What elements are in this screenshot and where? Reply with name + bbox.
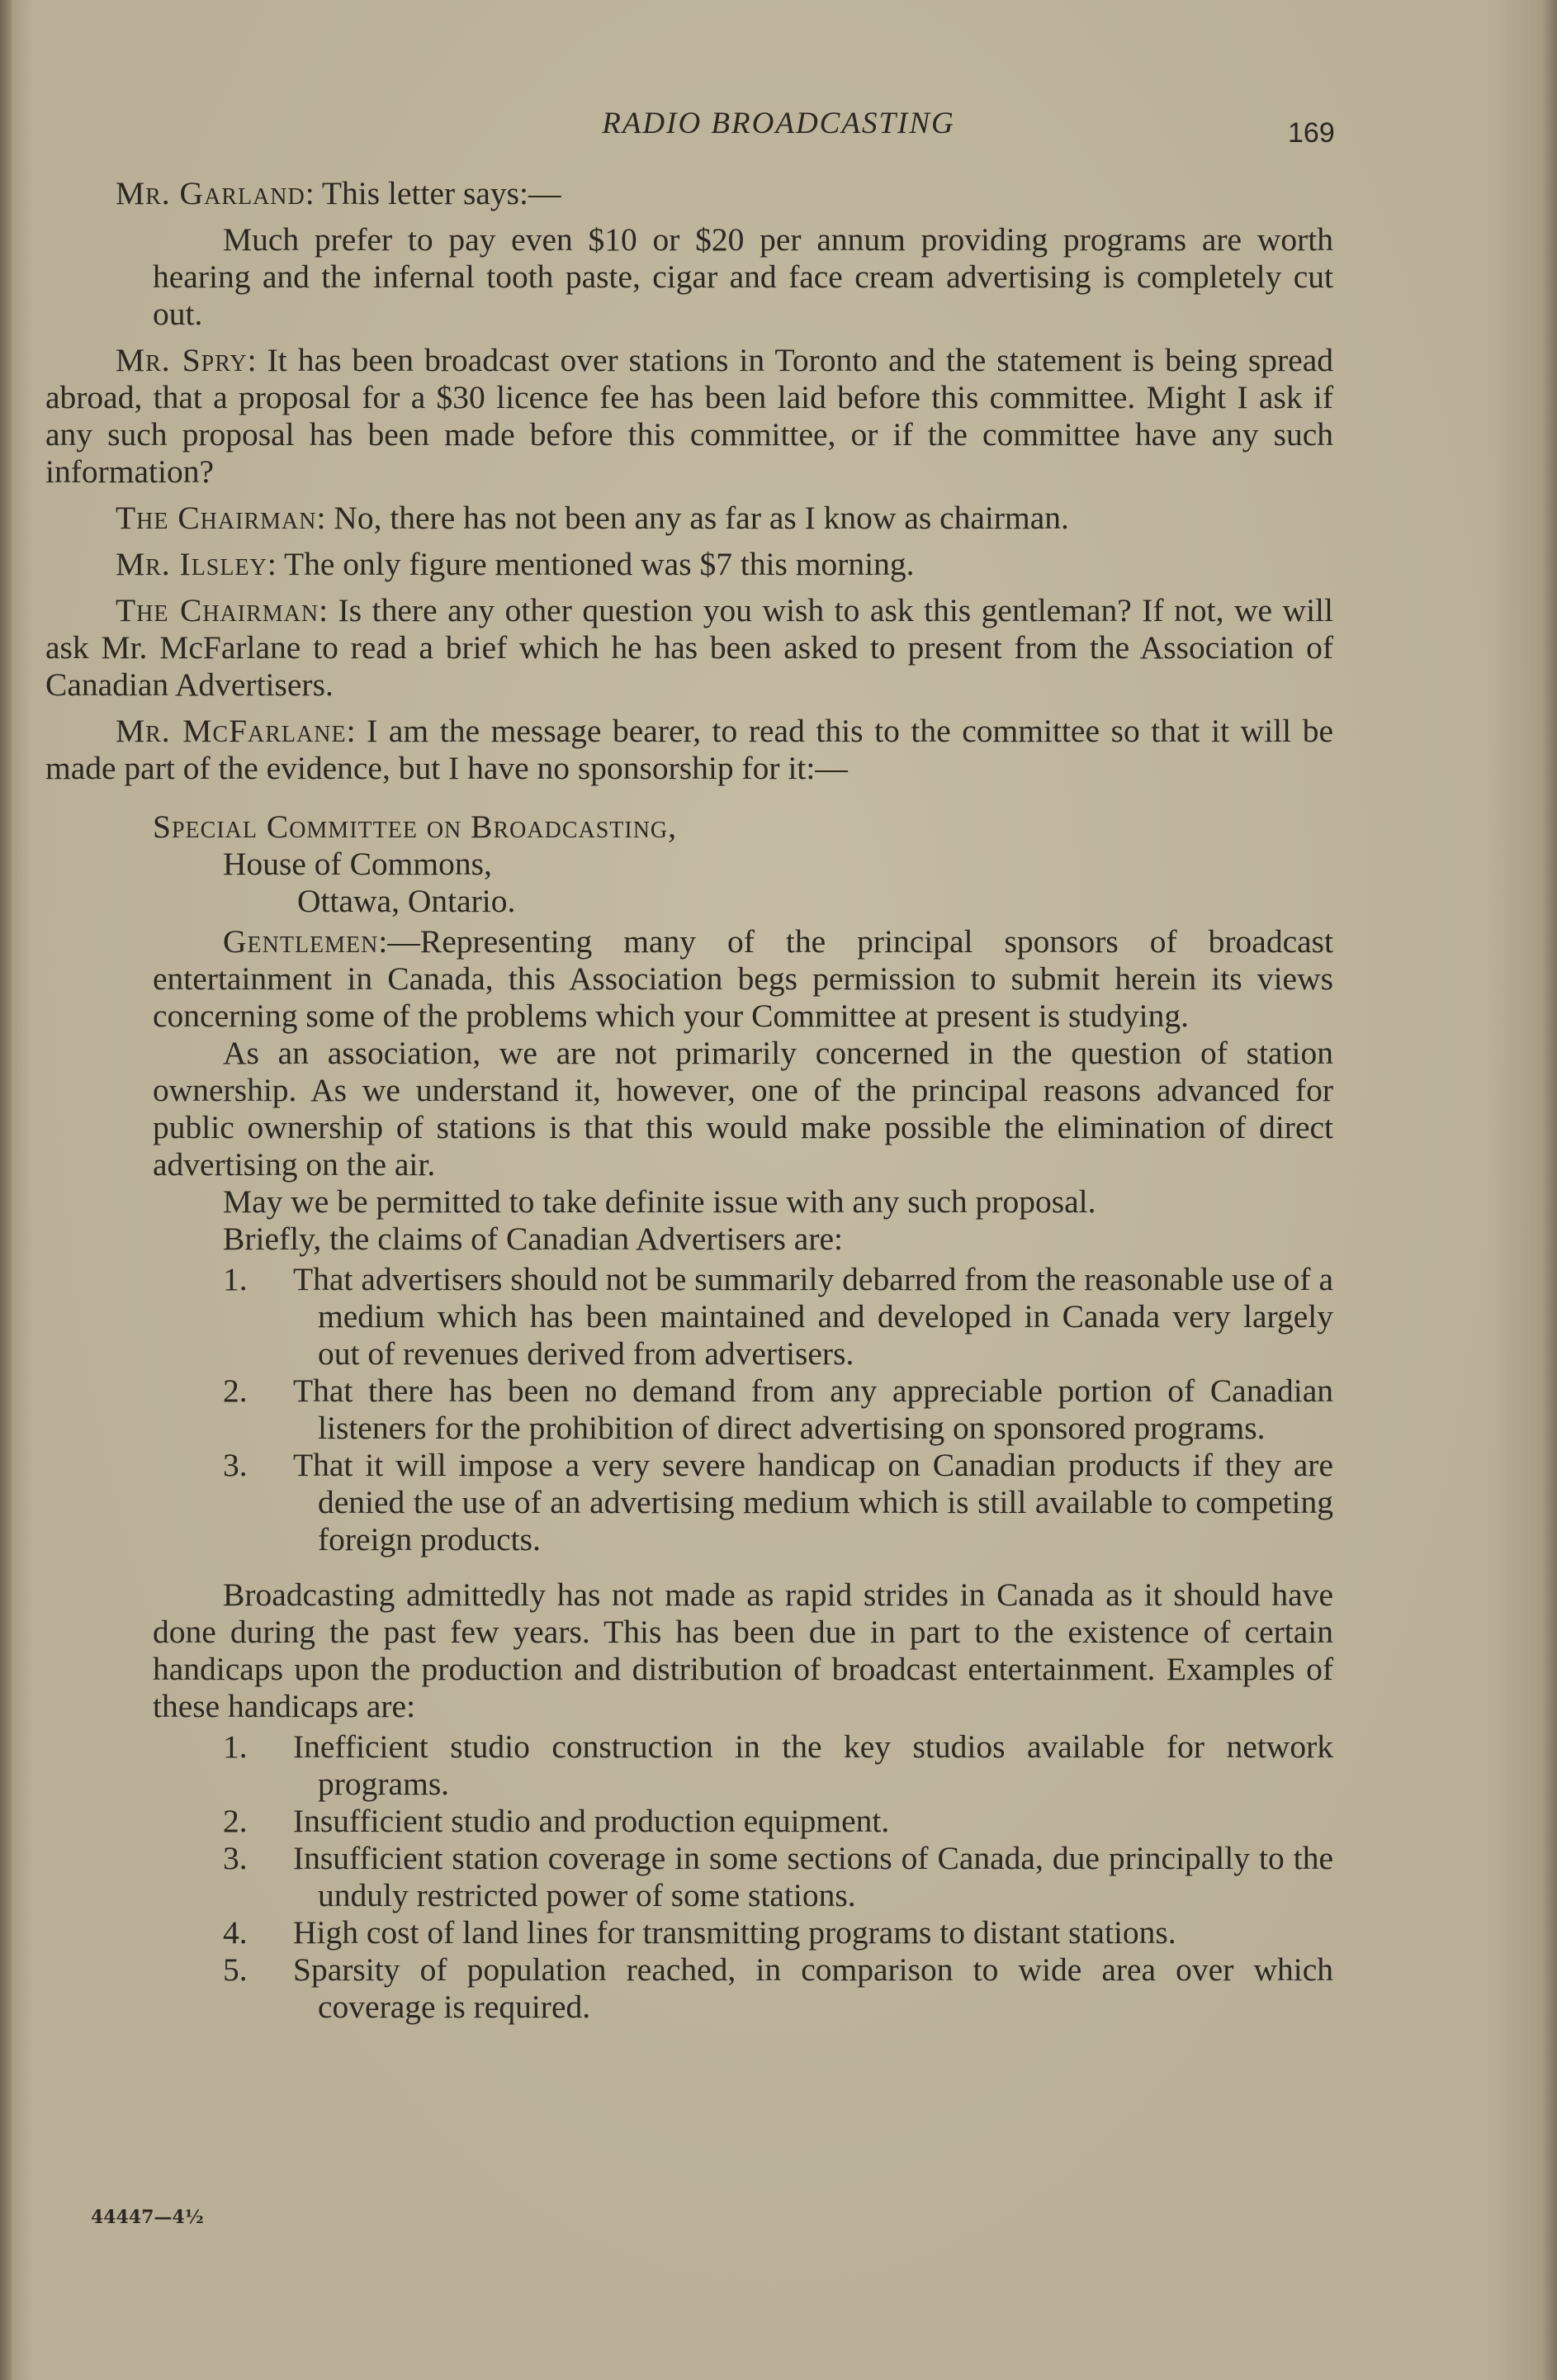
- speech-text: : No, there has not been any as far as I know as chairman.: [316, 500, 1069, 536]
- list-item: [153, 1447, 1333, 1558]
- speech-text: : It has been broadcast over stations in Toronto and the statement is being spread abroad, that a proposal for a $30 licence fee has been laid before this committee. Might I ask if any such proposal has been made before this committee, or if the committee have any such information?: [45, 342, 1333, 490]
- exchange-ilsley: [45, 546, 1333, 583]
- item-number: 3.: [223, 1447, 248, 1483]
- letter-address-line-2: House of Commons,: [223, 846, 492, 882]
- item-text: Inefficient studio construction in the key studios available for network programs.: [293, 1728, 1333, 1802]
- item-text: Insufficient station coverage in some sections of Canada, due principally to the unduly restricted power of some stations.: [293, 1840, 1333, 1913]
- item-text: That advertisers should not be summarily debarred from the reasonable use of a medium which has been maintained and developed in Canada very largely out of revenues derived from advertisers.: [293, 1261, 1333, 1372]
- list-item: [153, 1803, 1333, 1840]
- handicaps-list: [153, 1728, 1333, 2026]
- running-title: RADIO BROADCASTING: [602, 107, 955, 140]
- printer-signature-code: 44447—4½: [91, 2207, 204, 2228]
- item-text: Sparsity of population reached, in comparison to wide area over which coverage is required.: [293, 1951, 1333, 2025]
- letter-opening: [153, 923, 1333, 1035]
- exchange-chairman-1: [45, 500, 1333, 537]
- exchange-spry: [45, 342, 1333, 491]
- list-item: [153, 1728, 1333, 1803]
- item-number: 1.: [223, 1728, 248, 1765]
- item-number: 3.: [223, 1840, 248, 1876]
- list-item: [153, 1951, 1333, 2026]
- page-binding-edge: [0, 0, 12, 2380]
- page-right-edge: [1540, 0, 1557, 2380]
- exchange-chairman-2: [45, 592, 1333, 704]
- list-item: [153, 1914, 1333, 1951]
- list-item: [153, 1261, 1333, 1373]
- item-text: That there has been no demand from any appreciable portion of Canadian listeners for the prohibition of direct advertising on sponsored programs.: [293, 1373, 1333, 1446]
- item-number: 4.: [223, 1914, 248, 1951]
- item-text: High cost of land lines for transmitting programs to distant stations.: [293, 1914, 1176, 1951]
- item-number: 1.: [223, 1261, 248, 1297]
- letter-paragraph-2: As an association, we are not primarily concerned in the question of station ownership. As we understand it, however, one of the principal reasons advanced for public ownership of stations is that this would make possible the elimination of direct advertising on the air.: [153, 1035, 1333, 1183]
- page-number: 169: [1288, 117, 1335, 149]
- speaker-name: The Chairman: [116, 592, 319, 628]
- speaker-name: Mr. McFarlane: [116, 713, 347, 749]
- letter-paragraph-3a: May we be permitted to take definite issue with any such proposal.: [223, 1183, 1096, 1220]
- item-number: 2.: [223, 1803, 248, 1839]
- item-text: Insufficient studio and production equipment.: [293, 1803, 890, 1839]
- speaker-name: The Chairman: [116, 500, 317, 536]
- letter-paragraph-3b: Briefly, the claims of Canadian Advertisers are:: [223, 1221, 843, 1257]
- letter-paragraph-4: Broadcasting admittedly has not made as rapid strides in Canada as it should have done during the past few years. This has been due in part to the existence of certain handicaps upon the production and distribution of broadcast entertainment. Examples of these handicaps are:: [153, 1576, 1333, 1724]
- speaker-name: Mr. Spry: [116, 342, 248, 378]
- speaker-name: Mr. Ilsley: [116, 546, 267, 582]
- speech-text: : This letter says:—: [305, 175, 561, 211]
- opening-text: :—Representing many of the principal sponsors of broadcast entertainment in Canada, this Association begs permission to submit herein its views concerning some of the problems which your Committee at present is studying.: [153, 923, 1333, 1034]
- item-number: 2.: [223, 1373, 248, 1409]
- salutation: Gentlemen: [223, 923, 379, 960]
- exchange-garland: [45, 175, 1333, 212]
- list-item: [153, 1373, 1333, 1447]
- list-item: [153, 1840, 1333, 1914]
- letter-address-line-1: Special Committee on Broadcasting,: [153, 808, 678, 845]
- quoted-letter: Much prefer to pay even $10 or $20 per annum providing programs are worth hearing and the infernal tooth paste, cigar and face cream advertising is completely cut out.: [153, 221, 1333, 332]
- speech-text: : The only figure mentioned was $7 this morning.: [267, 546, 915, 582]
- speech-text: : Is there any other question you wish to ask this gentleman? If not, we will ask Mr. McFarlane to read a brief which he has been asked to present from the Association of Canadian Advertisers.: [45, 592, 1333, 703]
- claims-list: [153, 1261, 1333, 1558]
- item-text: That it will impose a very severe handicap on Canadian products if they are denied the use of an advertising medium which is still available to competing foreign products.: [293, 1447, 1333, 1557]
- speech-text: : I am the message bearer, to read this to the committee so that it will be made part of the evidence, but I have no sponsorship for it:—: [45, 713, 1333, 786]
- letter-address-line-3: Ottawa, Ontario.: [297, 883, 516, 919]
- exchange-mcfarlane: [45, 713, 1333, 787]
- brief-letter: [153, 808, 1333, 2026]
- item-number: 5.: [223, 1951, 248, 1988]
- speaker-name: Mr. Garland: [116, 175, 305, 211]
- page-body: [45, 175, 1333, 2026]
